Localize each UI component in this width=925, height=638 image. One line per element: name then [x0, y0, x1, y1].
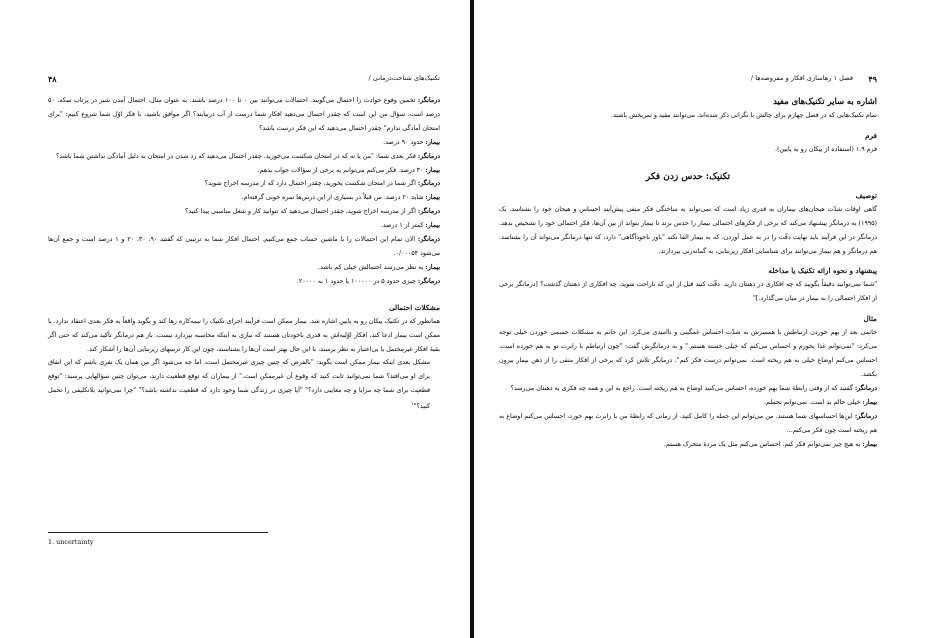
dialogue-line [499, 382, 877, 396]
footnote-rule [48, 532, 268, 533]
speaker-label: درمانگر: [417, 236, 440, 244]
dialogue-text: اگر از مدرسه اخراج شوید، چقدر احتمال می‌دهید که نتوانید کار و شغل مناسبی پیدا کنید؟ [184, 208, 418, 216]
section-gap [48, 289, 440, 301]
body-paragraph: همانطور که در تکنیک پیکان رو به پایین اشاره شد، بیمار ممکن است فرآیند اجرای تکنیک را نیمه‌کاره رها کند و بگوید واقعاً به فکر بعدی اعتقاد ندارد. یا ممکن است بیمار ادعا کند، افکار اوّلیه‌اش به قدری باخودتان هستند که نیازی به اینکه محاسبه بپردازد نیست. باز هم درمانگر تأکید می‌کند که حتی اگر بقیهٔ افکار غیرمحتمل یا بی‌اعتبار به نظر برسند، با این حال بهتر است آن‌ها را بشناسند، چون این کار ترسهای زیربنایی آن‌ها را آشکار کند. [48, 317, 440, 353]
right-chapter-title: فصل ۱ رهاسازی افکار و مفروضه‌ها / [750, 74, 853, 82]
section-gap [499, 157, 877, 163]
speaker-label: درمانگر: [417, 208, 440, 216]
footnote [48, 532, 268, 546]
dialogue-line [499, 410, 877, 438]
left-page-body [48, 94, 440, 414]
dialogue-text: خیلی حالم بد است. نمی‌توانم تحملم. [764, 398, 863, 406]
dialogue-text: اگر شما در امتحان شکست بخورید، چقدر احتمال دارد که از مدرسه اخراج شوید؟ [204, 180, 418, 188]
left-page-number: ۴۸ [48, 74, 57, 84]
speaker-label: درمانگر: [854, 384, 877, 392]
speaker-label: درمانگر: [417, 277, 440, 285]
dialogue-line [48, 136, 440, 150]
dialogue-text: ۳۰ درصد. فکر می‌کنم می‌توانم به برخی از سؤالات جواب بدهم. [257, 166, 426, 174]
subsection-heading: توصیف [855, 190, 877, 200]
footnote-text: 1. uncertainty [48, 538, 94, 546]
dialogue-text: چیزی حدود ۵ در ۱۰۰۰۰۰ یا حدود ۱ به ۲۰۰۰۰. [296, 277, 418, 285]
speaker-label: بیمار: [862, 398, 877, 406]
speaker-label: بیمار: [425, 222, 440, 230]
dialogue-text: شاید ۲۰ درصد. من قبلاً در بسیاری از این درس‌ها نمره خوبی گرفته‌ام. [241, 194, 426, 202]
dialogue-line [48, 205, 440, 219]
dialogue-line [48, 150, 440, 164]
dialogue-text: به نظر می‌رسد احتمالش خیلی کم باشد. [318, 263, 426, 271]
left-book-title: تکنیک‌های شناخت‌درمانی / [368, 74, 440, 82]
dialogue-line [48, 94, 440, 136]
dialogue-text: الان تمام این احتمالات را با ماشین حساب جمع می‌کنیم. احتمال افکار شما به ترتیبی که گفتید ۹۰، ۳۰، ۲۰ و ۱ درصد است و جمع آن‌ها می‌شود ۰/۰۰۰۵۴. [48, 236, 440, 257]
dialogue-text: تخمین وقوع حوادث را احتمال می‌گویند. احتمالات می‌توانند بین ۰ تا ۱۰۰ درصد باشند. به عنوان مثال، احتمال آمدن شیر در پرتاب سکه، ۵۰ درصد است. سؤال من این است که چقدر احتمال می‌دهید افکار شما درست از آب دربیایند؟ اگر موافق باشید، با فکر اوّل شما شروع کنیم: "برای امتحان آمادگی ندارم" چقدر احتمال می‌دهید که این فکر درست باشد؟ [48, 97, 440, 132]
speaker-label: درمانگر: [417, 180, 440, 188]
subsection-heading: پیشنهاد و نحوه ارائه تکنیک یا مداخله [768, 266, 877, 276]
footnote-marker: ۱ [410, 401, 414, 408]
dialogue-text: کمتر از ۱ درصد. [380, 222, 426, 230]
dialogue-text: گفتید که از وقتی رابطهٔ شما بهم خورده، احساس می‌کنید اوضاع به هم ریخته است. راجع به این و همه چه فکری به ذهنتان می‌رسد؟ [510, 384, 855, 392]
section-heading: مشکلات احتمالی [389, 302, 440, 312]
speaker-label: درمانگر: [417, 152, 440, 160]
technique-title: تکنیک: حدس زدن فکر [645, 171, 731, 182]
dialogue-line [48, 233, 440, 261]
dialogue-line [499, 438, 877, 452]
right-page-body [499, 94, 877, 451]
speaker-label: درمانگر: [854, 412, 877, 420]
body-paragraph: فرم ۱.۹ (استفاده از پیکان رو به پایین). [774, 145, 877, 153]
right-page [477, 0, 925, 638]
body-paragraph: گاهی اوقات شدّت هیجان‌های بیماران به قدری زیاد است که نمی‌تواند به ساختگی فکر منفی پیش‌آیند احساس و هیجان خود را بشناسد. بک (۱۹۹۵) به درمانگر پیشنهاد می‌کند که برخی از فکرهای احتمالی بیمار را حدس بزند تا بیمار بتواند از بین آن‌ها، فکر احتمالی خود را تشخیص بدهد. درمانگر در این فرآیند باید نهایت دقّت را در به عمل آوردن، که به بیمار القا نکند "باور ناخودآگاهی" دارد، که تنها درمانگر می‌تواند آن را بشناسد. هم درمانگر و هم بیمار می‌توانند برای شناسایی افکار زیربنایی، به گمانه‌زنی بپردازند. [499, 205, 877, 255]
dialogue-text: به هیچ چیز نمی‌توانم فکر کنم. احساس می‌کنم مثل یک مردهٔ متحرک هستم. [663, 440, 863, 448]
body-paragraph: "شما نمی‌توانید دقیقاً بگویید که چه افکاری در ذهنتان دارید. دقّت کنید قبل از این که ناراحت شوید، چه افکاری از ذهنتان گذشت؟ [درمانگر برخی از افکار احتمالی را به بیمار در میان می‌گذارد.]" [499, 281, 877, 303]
speaker-label: بیمار: [425, 194, 440, 202]
speaker-label: درمانگر: [417, 97, 440, 104]
dialogue-text: حدود ۹۰ درصد. [383, 138, 426, 146]
dialogue-text: فکر بعدی شما: "من یا نه که در امتحان شکست می‌خورید. چقدر احتمال می‌دهید که رد شدن در امتحان به دلیل آمادگی نداشتن شما باشد؟ [55, 152, 418, 160]
subsection-heading: مثال [863, 314, 877, 324]
right-page-number: ۴۹ [868, 74, 877, 84]
dialogue-line [48, 261, 440, 275]
speaker-label: بیمار: [425, 166, 440, 174]
dialogue-line [48, 275, 440, 289]
body-paragraph: خانمی بعد از بهم خوردن ارتباطش با همسرش به شدّت احساس غمگینی و ناامیدی می‌کرد. این خانم به مشکلات جسمی خوردن خیلی توجه می‌کرد: "نمی‌توانم غذا بخورم و احساس می‌کنم که خیلی خسته هستم." و به درمانگرش گفت: "چون ارتباطم با رابرت تو به هم خورده است، احساس می‌کنم اوضاع خیلی به هم ریخته است. نمی‌توانم درست فکر کنم". درمانگر تلاش کرد که برخی از افکار منفی را از ذهن بیمار بیرون بکشد. [499, 329, 877, 378]
dialogue-line [48, 177, 440, 191]
speaker-label: بیمار: [425, 138, 440, 146]
dialogue-line [48, 164, 440, 178]
book-spine-divider [470, 0, 474, 638]
body-paragraph: تمام تکنیک‌هایی که در فصل چهارم برای چالش با نگرانی ذکر شده‌اند، می‌توانند مفید و ثمربخش باشند. [610, 112, 877, 119]
speaker-label: بیمار: [862, 440, 877, 448]
subsection-heading: فرم [865, 130, 877, 140]
speaker-label: بیمار: [425, 263, 440, 271]
dialogue-text: این‌ها احساسهای شما هستند. من می‌توانم این جمله را کامل کنید. از زمانی که رابطهٔ من با رابرت بهم خورد، احساس می‌کنم اوضاع به هم ریخته است چون فکر می‌کنم... [499, 412, 877, 434]
section-heading: اشاره به سایر تکنیک‌های مفید [772, 96, 877, 106]
dialogue-line [48, 191, 440, 205]
dialogue-line [48, 219, 440, 233]
dialogue-line [499, 396, 877, 410]
body-paragraph: مشکل بعدی اینکه بیمار ممکن است بگوید: "بالفرض که چنین چیزی غیرمحتمل است، اما چه می‌شود اگر من همان یک نفری باشم که این اتفاق برای او می‌افتد؟ شما نمی‌توانید ثابت کنید که وقوع آن غیرممکن است." از بیماران که توقع قطعیت دارند، می‌توان چنین سؤالهایی پرسید: "توقع قطعیت برای شما چه مزایا و چه معایبی دارد؟" "آیا چیزی در زندگی شما وجود دارد که قطعیت نداشته باشد؟" "چرا نمی‌توانید بلاتکلیفی را تحمل کنید؟"$^۱$ [48, 359, 430, 411]
